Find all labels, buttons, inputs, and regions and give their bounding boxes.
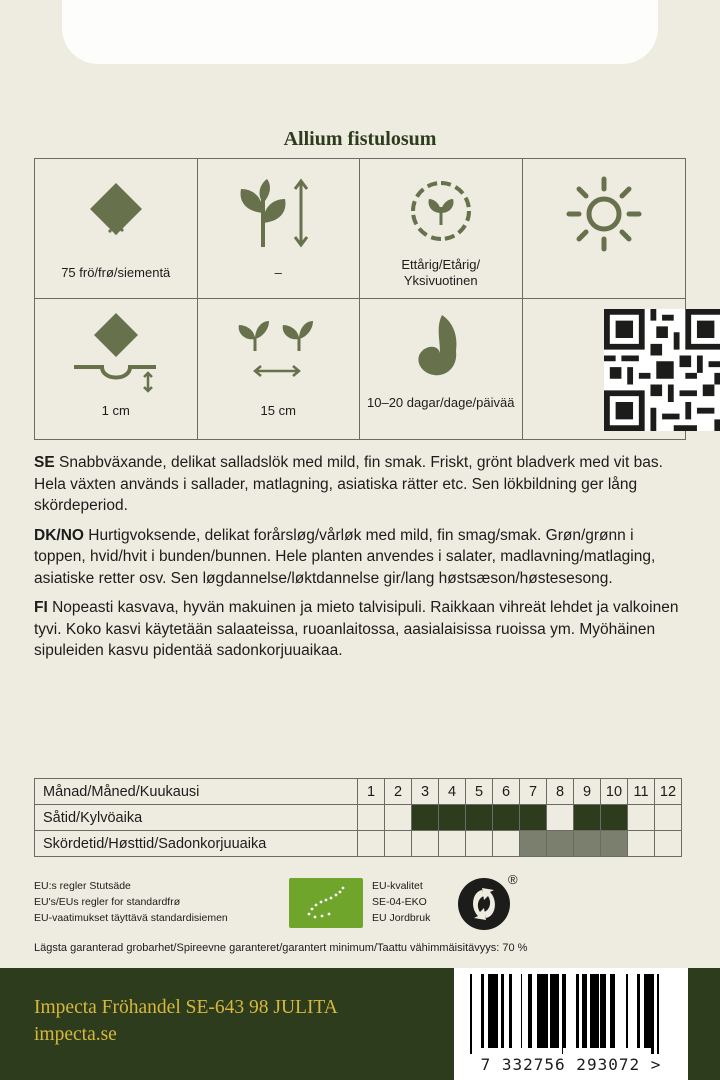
barcode-bar xyxy=(562,974,563,1054)
description-text: Nopeasti kasvava, hyvän makuinen ja mieto talvisipuli. Raikkaan vihreät lehdet ja valkoinen tyvi. Koko kasvi käytetään salaateissa, ruoanlaitossa, aasialaisissa ruoissa ym. Myöhäinen sipuleiden kasvu pidentää sadonkorjuuaikaa. xyxy=(34,599,679,659)
barcode-bar xyxy=(610,974,613,1048)
description-text: Hurtigvoksende, delikat forårsløg/vårløk med mild, fin smag/smak. Grøn/grønn i toppen, hvid/hvit i bunden/bunnen. Hele planten anvendes i salater, madlavning/matlaging, asiatiske retter osv. Sen løgdannelse/løktdannelse gir/lang høstsæson/høstesesong. xyxy=(34,526,656,587)
lifecycle-icon xyxy=(405,175,477,247)
sowing-label: Såtid/Kylvöaika xyxy=(35,805,358,831)
barcode-bar xyxy=(637,974,639,1048)
harvest-month-12 xyxy=(655,831,682,857)
barcode-bar xyxy=(595,974,597,1048)
qr-cell xyxy=(523,299,686,439)
month-3: 3 xyxy=(412,779,439,805)
eu-rules-line: EU:s regler Stutsäde xyxy=(34,880,131,892)
month-4: 4 xyxy=(439,779,466,805)
sowing-depth-icon xyxy=(66,311,166,395)
harvest-month-9 xyxy=(574,831,601,857)
barcode-bar xyxy=(491,974,492,1048)
barcode-bar xyxy=(528,974,529,1048)
harvest-month-11 xyxy=(628,831,655,857)
sowing-calendar xyxy=(34,778,682,857)
barcode-bar xyxy=(644,974,645,1048)
seed-count-label: 75 frö/frø/siementä xyxy=(61,265,171,280)
harvest-label: Skördetid/Høsttid/Sadonkorjuuaika xyxy=(35,831,358,857)
month-10: 10 xyxy=(601,779,628,805)
organic-cert xyxy=(372,878,430,926)
seed-packet-icon xyxy=(86,181,146,241)
sowing-month-9 xyxy=(574,805,601,831)
spacing-label: 15 cm xyxy=(260,403,296,418)
sun-icon xyxy=(563,173,645,255)
barcode-bar xyxy=(647,974,648,1048)
sowing-month-5 xyxy=(466,805,493,831)
sowing-month-11 xyxy=(628,805,655,831)
qr-code-icon[interactable] xyxy=(604,309,720,431)
barcode-bars xyxy=(454,968,688,1054)
harvest-month-10 xyxy=(601,831,628,857)
harvest-month-2 xyxy=(385,831,412,857)
barcode-bar xyxy=(657,974,658,1054)
plant-height-icon xyxy=(233,177,323,249)
barcode-bar xyxy=(556,974,559,1048)
barcode-bar xyxy=(544,974,546,1048)
harvest-month-1 xyxy=(358,831,385,857)
barcode-bar xyxy=(483,974,484,1048)
harvest-month-3 xyxy=(412,831,439,857)
sowing-row xyxy=(35,805,682,831)
month-11: 11 xyxy=(628,779,655,805)
barcode-bar xyxy=(511,974,512,1048)
month-header: Månad/Måned/Kuukausi xyxy=(35,779,358,805)
barcode-bar xyxy=(590,974,592,1048)
registered-mark: ® xyxy=(508,872,518,887)
barcode-bar xyxy=(613,974,615,1048)
plant-spacing-icon xyxy=(233,315,323,385)
barcode-bar xyxy=(598,974,599,1048)
green-dot-icon xyxy=(458,878,510,930)
species-name: Allium fistulosum xyxy=(283,128,437,150)
barcode-bar xyxy=(585,974,587,1048)
height-cell xyxy=(198,159,361,299)
barcode-bar xyxy=(521,974,522,1048)
lifecycle-label: Ettårig/Etårig/ Yksivuotinen xyxy=(401,257,481,288)
germination-label: 10–20 dagar/dage/päivää xyxy=(367,395,515,410)
barcode-bar xyxy=(489,974,491,1048)
month-12: 12 xyxy=(655,779,682,805)
lang-code: FI xyxy=(34,599,48,616)
eu-rules-line: EU-vaatimukset täyttävä standardisiemen xyxy=(34,912,228,924)
depth-cell xyxy=(35,299,198,439)
sowing-month-6 xyxy=(493,805,520,831)
seed-count-cell xyxy=(35,159,198,299)
sun-cell xyxy=(523,159,686,299)
sowing-month-12 xyxy=(655,805,682,831)
germination-icon xyxy=(406,311,476,391)
organic-line: SE-04-EKO xyxy=(372,896,427,908)
barcode-bar xyxy=(501,974,502,1048)
barcode-number: 7 332756 293072 > xyxy=(480,1055,662,1074)
company-address: Impecta Fröhandel SE-643 98 JULITA xyxy=(34,997,338,1018)
barcode-bar xyxy=(604,974,606,1048)
barcode-bar xyxy=(651,974,654,1054)
depth-label: 1 cm xyxy=(101,403,130,418)
barcode-bar xyxy=(540,974,541,1048)
company-info xyxy=(34,994,338,1048)
harvest-month-7 xyxy=(520,831,547,857)
barcode-bar xyxy=(658,974,659,1054)
barcode-bar xyxy=(546,974,548,1048)
lifecycle-cell xyxy=(360,159,523,299)
month-1: 1 xyxy=(358,779,385,805)
month-2: 2 xyxy=(385,779,412,805)
barcode-bar xyxy=(541,974,544,1048)
month-7: 7 xyxy=(520,779,547,805)
harvest-month-4 xyxy=(439,831,466,857)
info-grid xyxy=(34,158,686,440)
barcode-bar xyxy=(563,974,566,1048)
barcode-bar xyxy=(550,974,553,1048)
description-se xyxy=(34,452,686,517)
lang-code: SE xyxy=(34,454,55,471)
barcode-bar xyxy=(495,974,498,1048)
spacing-cell xyxy=(198,299,361,439)
barcode-bar xyxy=(509,974,511,1048)
barcode-bar xyxy=(592,974,595,1048)
barcode-bar xyxy=(503,974,504,1048)
description-text: Snabbväxande, delikat salladslök med mild, fin smak. Friskt, grönt bladverk med vit bas. Hela växten används i sallader, matlagning, asiatiska rätter etc. Sen lökbildning ger lång skördeperiod. xyxy=(34,454,663,514)
description-fi xyxy=(34,597,686,662)
harvest-month-5 xyxy=(466,831,493,857)
sowing-month-7 xyxy=(520,805,547,831)
height-label: – xyxy=(274,265,282,280)
sowing-month-2 xyxy=(385,805,412,831)
harvest-row xyxy=(35,831,682,857)
barcode-bar xyxy=(576,974,579,1048)
barcode-bar xyxy=(470,974,472,1054)
description-dk-no xyxy=(34,525,686,590)
barcode-bar xyxy=(626,974,628,1048)
month-8: 8 xyxy=(547,779,574,805)
sowing-month-8 xyxy=(547,805,574,831)
barcode-bar xyxy=(553,974,556,1048)
barcode xyxy=(454,968,688,1080)
barcode-bar xyxy=(529,974,532,1048)
barcode-bar xyxy=(600,974,602,1048)
sowing-month-10 xyxy=(601,805,628,831)
barcode-bar xyxy=(502,974,503,1048)
sowing-month-3 xyxy=(412,805,439,831)
barcode-bar xyxy=(582,974,585,1048)
month-9: 9 xyxy=(574,779,601,805)
company-website[interactable]: impecta.se xyxy=(34,1024,117,1045)
barcode-bar xyxy=(602,974,604,1048)
eu-organic-logo xyxy=(289,878,363,928)
sowing-month-1 xyxy=(358,805,385,831)
sowing-month-4 xyxy=(439,805,466,831)
descriptions xyxy=(34,452,686,670)
eu-leaf-icon xyxy=(289,878,363,928)
organic-line: EU Jordbruk xyxy=(372,912,431,924)
barcode-bar xyxy=(597,974,598,1048)
barcode-bar xyxy=(537,974,540,1048)
eu-rules xyxy=(34,878,228,926)
month-5: 5 xyxy=(466,779,493,805)
harvest-month-8 xyxy=(547,831,574,857)
calendar-header-row xyxy=(35,779,682,805)
germination-cell xyxy=(360,299,523,439)
germination-guarantee: Lägsta garanterad grobarhet/Spireevne garanteret/garantert minimum/Taattu vähimmäisitävyys: 70 % xyxy=(34,942,528,954)
organic-line: EU-kvalitet xyxy=(372,880,423,892)
hanging-tab xyxy=(62,0,658,64)
barcode-bar xyxy=(639,974,640,1048)
barcode-bar xyxy=(488,974,489,1048)
month-6: 6 xyxy=(493,779,520,805)
barcode-bar xyxy=(645,974,647,1048)
lang-code: DK/NO xyxy=(34,526,84,544)
barcode-bar xyxy=(481,974,483,1048)
barcode-bar xyxy=(492,974,495,1048)
barcode-bar xyxy=(648,974,651,1048)
eu-rules-line: EU's/EUs regler for standardfrø xyxy=(34,896,181,908)
harvest-month-6 xyxy=(493,831,520,857)
